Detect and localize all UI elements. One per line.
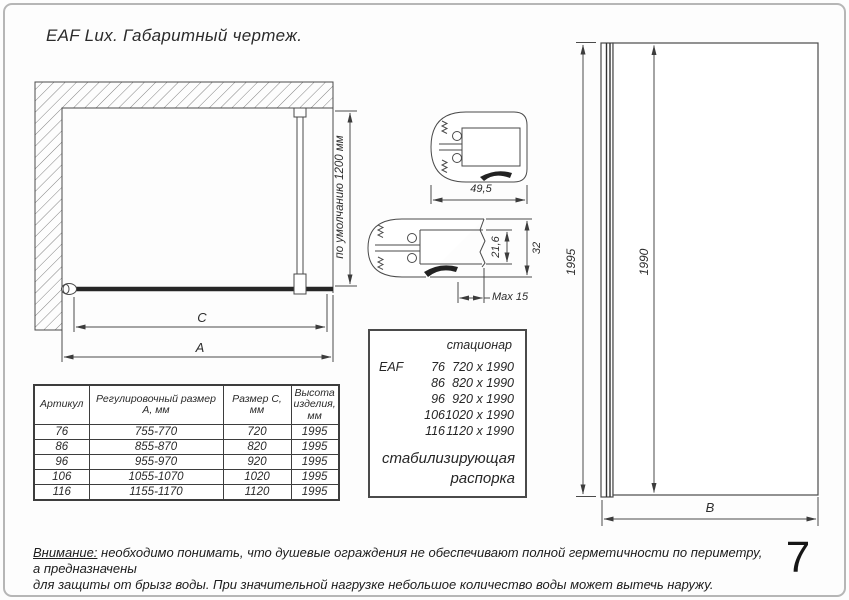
dim-label-21-6: 21,6: [490, 236, 502, 258]
cell: 855-870: [89, 439, 223, 454]
col-header-height: Высота изделия, мм: [291, 385, 339, 424]
cell: 1995: [291, 424, 339, 439]
profile-1-section: [431, 112, 527, 182]
cell: 955-970: [89, 454, 223, 469]
col-header-size-a: Регулировочный размер А, мм: [89, 385, 223, 424]
warning-label: Внимание:: [33, 545, 98, 560]
cell: 1120: [223, 484, 291, 500]
list-item: [370, 359, 525, 375]
stationary-sizes-box: [368, 329, 527, 498]
stabilizer-note-line1: стабилизирующая: [382, 450, 515, 467]
dim-label-1200: по умолчанию 1200 мм: [334, 135, 346, 259]
articul: 86: [431, 376, 445, 390]
wall-hatch: [35, 82, 333, 330]
stationary-rows: [370, 359, 525, 439]
size-value: 720 x 1990: [452, 360, 514, 374]
articul: 106: [424, 408, 445, 422]
articul: 96: [431, 392, 445, 406]
warning-line-1: [33, 545, 773, 577]
warning-line1-rest: необходимо понимать, что душевые ограждения не обеспечивают полной герметичности по периметру, а предназначены: [33, 545, 763, 576]
cell: 76: [34, 424, 89, 439]
articul: 76: [431, 360, 445, 374]
cell: 1995: [291, 484, 339, 500]
table-row: [34, 439, 339, 454]
cell: 920: [223, 454, 291, 469]
size-value: 1120 x 1990: [446, 424, 514, 438]
table-row: [34, 469, 339, 484]
size-value: 1020 x 1990: [445, 408, 514, 422]
cell: 1995: [291, 439, 339, 454]
cell: 1020: [223, 469, 291, 484]
size-value: 920 x 1990: [452, 392, 514, 406]
cell: 755-770: [89, 424, 223, 439]
cell: 86: [34, 439, 89, 454]
stabilizer-wall-bracket: [294, 108, 306, 117]
dim-label-max15: Max 15: [492, 291, 529, 303]
dim-label-49-5: 49,5: [470, 183, 492, 195]
dim-label-a: A: [195, 340, 205, 355]
cell: 1995: [291, 454, 339, 469]
dim-label-c: C: [197, 310, 207, 325]
articul: 116: [425, 424, 445, 438]
cell: 106: [34, 469, 89, 484]
cell: 720: [223, 424, 291, 439]
size-table: [33, 384, 340, 501]
cell: 116: [34, 484, 89, 500]
list-item: [370, 375, 525, 391]
warning-line-2: для защиты от брызг воды. При значительной нагрузке небольшое количество воды может вытечь наружу.: [33, 577, 714, 592]
stabilizer-glass-bracket: [294, 274, 306, 294]
cell: 820: [223, 439, 291, 454]
front-view-drawing: [576, 43, 818, 527]
table-row: [34, 424, 339, 439]
table-row: [34, 454, 339, 469]
stabilizer-note-line2: распорка: [450, 470, 515, 487]
page-number: 7: [785, 533, 811, 582]
size-table-header-row: [34, 385, 339, 424]
list-item: [370, 423, 525, 439]
dim-label-1990: 1990: [637, 248, 651, 276]
dim-label-32: 32: [531, 241, 543, 255]
cell: 96: [34, 454, 89, 469]
list-item: [370, 407, 525, 423]
series-label: EAF: [379, 360, 404, 374]
cell: 1155-1170: [89, 484, 223, 500]
table-row: [34, 484, 339, 500]
profile-2-section: [368, 219, 485, 277]
cell: 1055-1070: [89, 469, 223, 484]
warning-text: [33, 545, 773, 593]
dim-label-1995: 1995: [564, 248, 578, 276]
cell: 1995: [291, 469, 339, 484]
col-header-articul: Артикул: [34, 385, 89, 424]
stationary-heading: стационар: [446, 338, 512, 352]
stabilizer-bar: [297, 112, 303, 282]
dim-label-b: B: [705, 500, 715, 515]
size-value: 820 x 1990: [452, 376, 514, 390]
col-header-size-c: Размер С, мм: [223, 385, 291, 424]
list-item: [370, 391, 525, 407]
page-title: EAF Lux. Габаритный чертеж.: [46, 26, 303, 45]
